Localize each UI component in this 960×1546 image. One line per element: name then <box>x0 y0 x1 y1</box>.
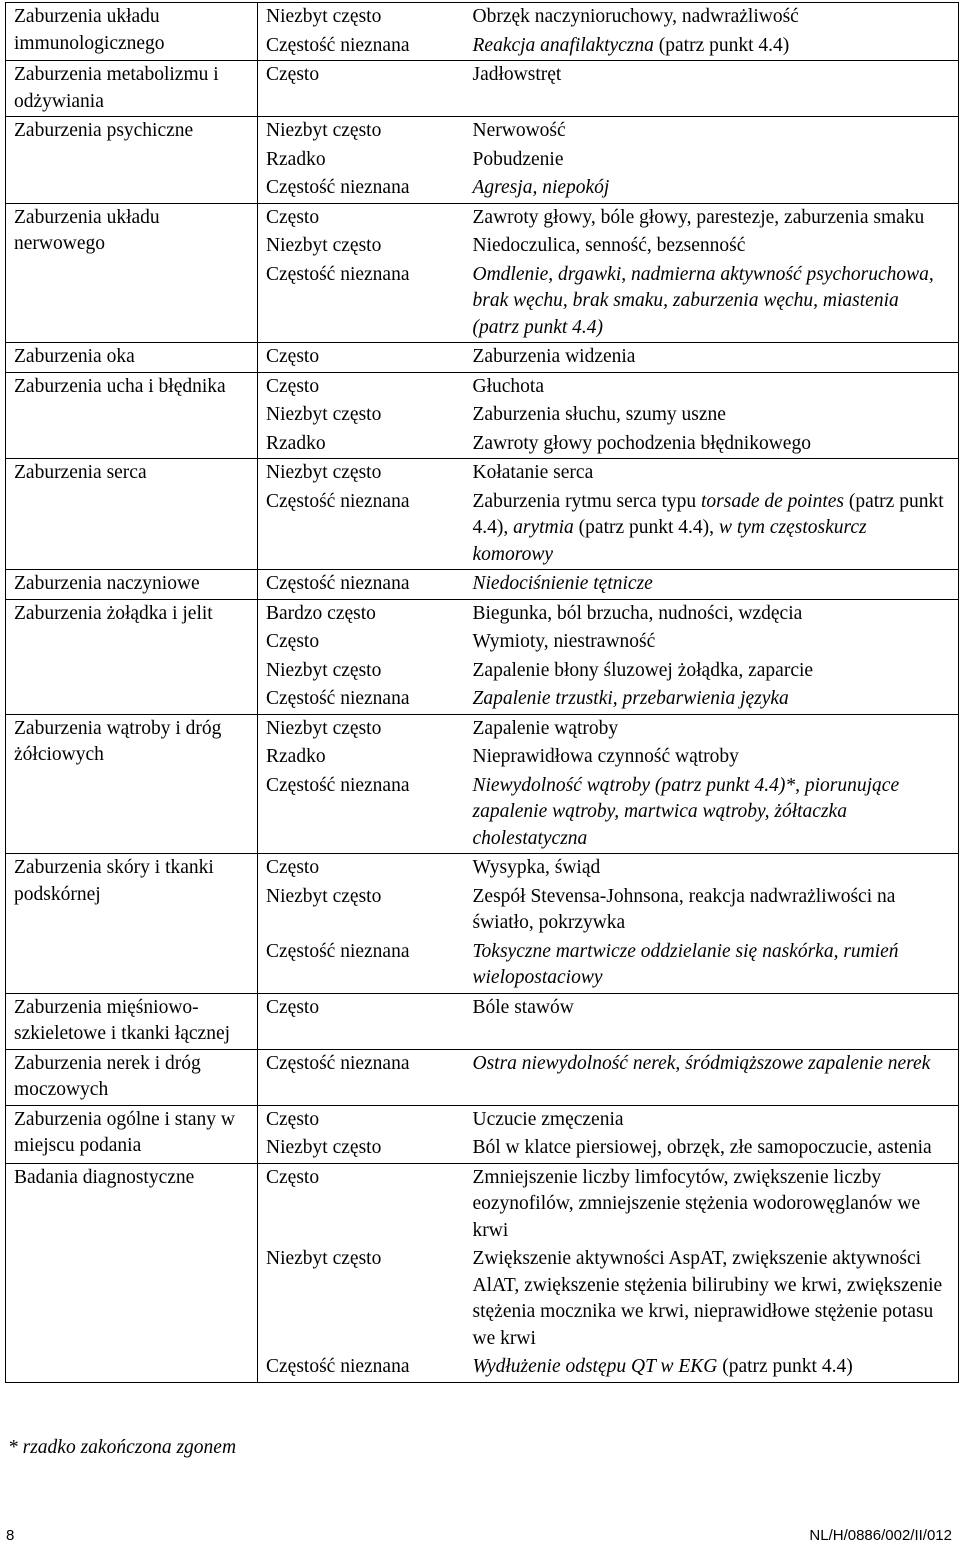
adverse-effect-cell <box>465 714 959 743</box>
adverse-effect-cell <box>465 146 959 175</box>
footnote: * rzadko zakończona zgonem <box>8 1437 237 1458</box>
frequency-cell: Częstość nieznana <box>266 177 410 198</box>
frequency-cell: Częstość nieznana <box>266 688 410 709</box>
frequency-cell: Niezbyt często <box>258 3 465 32</box>
table-row <box>6 459 959 488</box>
organ-class-cell: Zaburzenia ucha i błędnika <box>6 372 258 459</box>
table-row <box>6 1049 959 1105</box>
frequency-cell: Niezbyt często <box>258 459 465 488</box>
adverse-effect-cell <box>465 772 959 854</box>
table-row <box>6 599 959 628</box>
adverse-effect-cell <box>465 1163 959 1245</box>
organ-class-cell: Zaburzenia oka <box>6 343 258 373</box>
adverse-effect-cell <box>465 174 959 203</box>
frequency-cell: Niezbyt często <box>258 714 465 743</box>
table-row <box>6 1163 959 1245</box>
effect-text-segment: Pobudzenie <box>472 148 564 170</box>
frequency-cell: Częstość nieznana <box>266 263 410 285</box>
frequency-cell: Częstość nieznana <box>266 490 410 512</box>
adverse-effect-cell <box>465 372 959 401</box>
frequency-cell: Często <box>258 854 465 883</box>
effect-text-segment: Jadłowstręt <box>472 64 562 85</box>
frequency-cell: Rzadko <box>266 432 326 454</box>
table-row <box>6 61 959 117</box>
adverse-effect-cell <box>465 1049 959 1105</box>
effect-text-segment: Zapalenie wątroby <box>472 717 619 739</box>
effect-text-segment: Niewydolność wątroby (patrz punkt 4.4)*, piorunujące zapalenie wątroby, martwica wątroby, żółtaczka cholestatyczna <box>472 774 900 849</box>
table-row <box>6 1105 959 1134</box>
effect-text-segment: Obrzęk naczynioruchowy, nadwrażliwość <box>472 6 799 27</box>
frequency-cell: Częstość nieznana <box>266 34 410 56</box>
effect-text-segment: Zaburzenia widzenia <box>472 346 636 367</box>
frequency-cell: Często <box>258 343 465 373</box>
frequency-cell: Częstość nieznana <box>258 570 465 600</box>
adverse-effect-cell <box>465 61 959 117</box>
frequency-cell: Rzadko <box>266 148 326 170</box>
effect-text-segment: Bóle stawów <box>472 996 574 1018</box>
effect-text-segment: Niedociśnienie tętnicze <box>472 573 653 594</box>
adverse-effect-cell <box>465 1134 959 1163</box>
adverse-effect-cell <box>465 657 959 686</box>
frequency-cell: Niezbyt często <box>258 117 465 146</box>
adverse-effect-cell <box>465 203 959 232</box>
table-row <box>6 117 959 146</box>
organ-class-cell: Zaburzenia serca <box>6 459 258 570</box>
adverse-effect-cell <box>465 117 959 146</box>
adverse-effect-cell <box>465 1353 959 1382</box>
adverse-effect-cell <box>465 1105 959 1134</box>
effect-text-segment: Zaburzenia rytmu serca typu <box>472 490 701 512</box>
effect-text-segment: Zawroty głowy pochodzenia błędnikowego <box>472 432 811 454</box>
effect-text-segment: Głuchota <box>472 375 544 397</box>
effect-text-segment: (patrz punkt 4.4), <box>573 517 719 538</box>
table-row <box>6 714 959 743</box>
frequency-cell: Bardzo często <box>258 599 465 628</box>
effect-text-segment: Niedoczulica, senność, bezsenność <box>472 235 746 256</box>
frequency-cell: Niezbyt często <box>266 235 382 256</box>
effect-text-segment: Biegunka, ból brzucha, nudności, wzdęcia <box>472 602 803 624</box>
table-row <box>6 3 959 32</box>
frequency-cell: Rzadko <box>266 746 326 767</box>
effect-text-segment: arytmia <box>513 517 574 538</box>
frequency-cell: Częstość nieznana <box>266 774 410 796</box>
organ-class-cell: Zaburzenia metabolizmu i odżywiania <box>6 61 258 117</box>
effect-text-segment: Zaburzenia słuchu, szumy uszne <box>472 404 726 425</box>
adverse-effect-cell <box>465 599 959 628</box>
organ-class-cell: Zaburzenia nerek i dróg moczowych <box>6 1049 258 1105</box>
adverse-effect-cell <box>465 883 959 938</box>
effect-text-segment: (patrz punkt 4.4) <box>653 34 790 56</box>
frequency-cell: Często <box>258 993 465 1049</box>
table-row <box>6 343 959 373</box>
adverse-effect-cell <box>465 993 959 1049</box>
effect-text-segment: Agresja, niepokój <box>472 177 610 198</box>
effect-text-segment: (patrz punkt 4.4), <box>472 490 944 538</box>
organ-class-cell: Badania diagnostyczne <box>6 1163 258 1382</box>
page-number: 8 <box>6 1527 15 1544</box>
frequency-cell: Często <box>258 1105 465 1134</box>
effect-text-segment: Wydłużenie odstępu QT w EKG <box>472 1356 718 1377</box>
effect-text-segment: Uczucie zmęczenia <box>472 1108 624 1130</box>
table-row <box>6 993 959 1049</box>
effect-text-segment: (patrz punkt 4.4) <box>717 1356 853 1377</box>
adverse-effect-cell <box>465 261 959 343</box>
effect-text-segment: Zapalenie trzustki, przebarwienia języka <box>472 688 789 709</box>
frequency-cell: Często <box>258 372 465 401</box>
organ-class-cell: Zaburzenia mięśniowo-szkieletowe i tkanki łącznej <box>6 993 258 1049</box>
frequency-cell: Często <box>258 1163 465 1245</box>
frequency-cell: Częstość nieznana <box>258 1049 465 1105</box>
adverse-effect-cell <box>465 1245 959 1353</box>
effect-text-segment: Zmniejszenie liczby limfocytów, zwiększenie liczby eozynofilów, zmniejszenie stężenia wodorowęglanów we krwi <box>472 1166 921 1241</box>
adverse-effect-cell <box>465 232 959 261</box>
adverse-effect-cell <box>465 459 959 488</box>
adverse-effect-cell <box>465 3 959 32</box>
organ-class-cell: Zaburzenia układu nerwowego <box>6 203 258 343</box>
frequency-cell: Niezbyt często <box>266 1137 382 1158</box>
document-code: NL/H/0886/002/II/012 <box>809 1527 952 1544</box>
adverse-effect-cell <box>465 685 959 714</box>
effect-text-segment: Wymioty, niestrawność <box>472 631 656 652</box>
adverse-effect-cell <box>465 32 959 61</box>
effect-text-segment: Reakcja anafilaktyczna <box>472 34 654 56</box>
adverse-reactions-table-container <box>5 2 959 1383</box>
table-row <box>6 372 959 401</box>
organ-class-cell: Zaburzenia żołądka i jelit <box>6 599 258 714</box>
effect-text-segment: Toksyczne martwicze oddzielanie się naskórka, rumień wielopostaciowy <box>472 940 899 988</box>
adverse-effect-cell <box>465 854 959 883</box>
effect-text-segment: Zapalenie błony śluzowej żołądka, zaparcie <box>472 659 814 681</box>
effect-text-segment: Ból w klatce piersiowej, obrzęk, złe samopoczucie, astenia <box>472 1137 932 1158</box>
frequency-cell: Często <box>258 203 465 232</box>
adverse-effect-cell <box>465 488 959 570</box>
adverse-effect-cell <box>465 430 959 459</box>
organ-class-cell: Zaburzenia naczyniowe <box>6 570 258 600</box>
effect-text-segment: Wysypka, świąd <box>472 857 601 878</box>
effect-text-segment: Zwiększenie aktywności AspAT, zwiększenie aktywności AlAT, zwiększenie stężenia bilirubiny we krwi, zwiększenie stężenia mocznika we krwi, nieprawidłowe stężenie potasu we krwi <box>472 1248 943 1349</box>
table-row <box>6 854 959 883</box>
effect-text-segment: Kołatanie serca <box>472 462 594 483</box>
effect-text-segment: Omdlenie, drgawki, nadmierna aktywność psychoruchowa, brak węchu, brak smaku, zaburzenia węchu, miastenia (patrz punkt 4.4) <box>472 263 934 338</box>
adverse-effect-cell <box>465 401 959 430</box>
effect-text-segment: torsade de pointes <box>701 490 844 512</box>
frequency-cell: Niezbyt często <box>266 885 382 907</box>
effect-text-segment: w tym częstoskurcz komorowy <box>472 517 867 565</box>
effect-text-segment: Zespół Stevensa-Johnsona, reakcja nadwrażliwości na światło, pokrzywka <box>472 885 896 933</box>
adverse-reactions-table <box>5 2 959 1383</box>
effect-text-segment: Nieprawidłowa czynność wątroby <box>472 746 739 767</box>
organ-class-cell: Zaburzenia ogólne i stany w miejscu podania <box>6 1105 258 1163</box>
frequency-cell: Niezbyt często <box>266 659 382 681</box>
organ-class-cell: Zaburzenia układu immunologicznego <box>6 3 258 61</box>
effect-text-segment: Ostra niewydolność nerek, śródmiąższowe zapalenie nerek <box>472 1052 931 1074</box>
adverse-effect-cell <box>465 628 959 657</box>
effect-text-segment: Zawroty głowy, bóle głowy, parestezje, zaburzenia smaku <box>472 206 925 228</box>
table-row <box>6 570 959 600</box>
frequency-cell: Niezbyt często <box>266 1248 382 1269</box>
organ-class-cell: Zaburzenia skóry i tkanki podskórnej <box>6 854 258 994</box>
frequency-cell: Niezbyt często <box>266 404 382 425</box>
adverse-effect-cell <box>465 343 959 373</box>
organ-class-cell: Zaburzenia psychiczne <box>6 117 258 204</box>
adverse-effect-cell <box>465 938 959 994</box>
frequency-cell: Często <box>258 61 465 117</box>
adverse-effect-cell <box>465 570 959 600</box>
adverse-effect-cell <box>465 743 959 772</box>
table-row <box>6 203 959 232</box>
frequency-cell: Często <box>266 631 320 652</box>
organ-class-cell: Zaburzenia wątroby i dróg żółciowych <box>6 714 258 854</box>
frequency-cell: Częstość nieznana <box>266 940 410 962</box>
frequency-cell: Częstość nieznana <box>258 1353 465 1382</box>
effect-text-segment: Nerwowość <box>472 120 566 141</box>
